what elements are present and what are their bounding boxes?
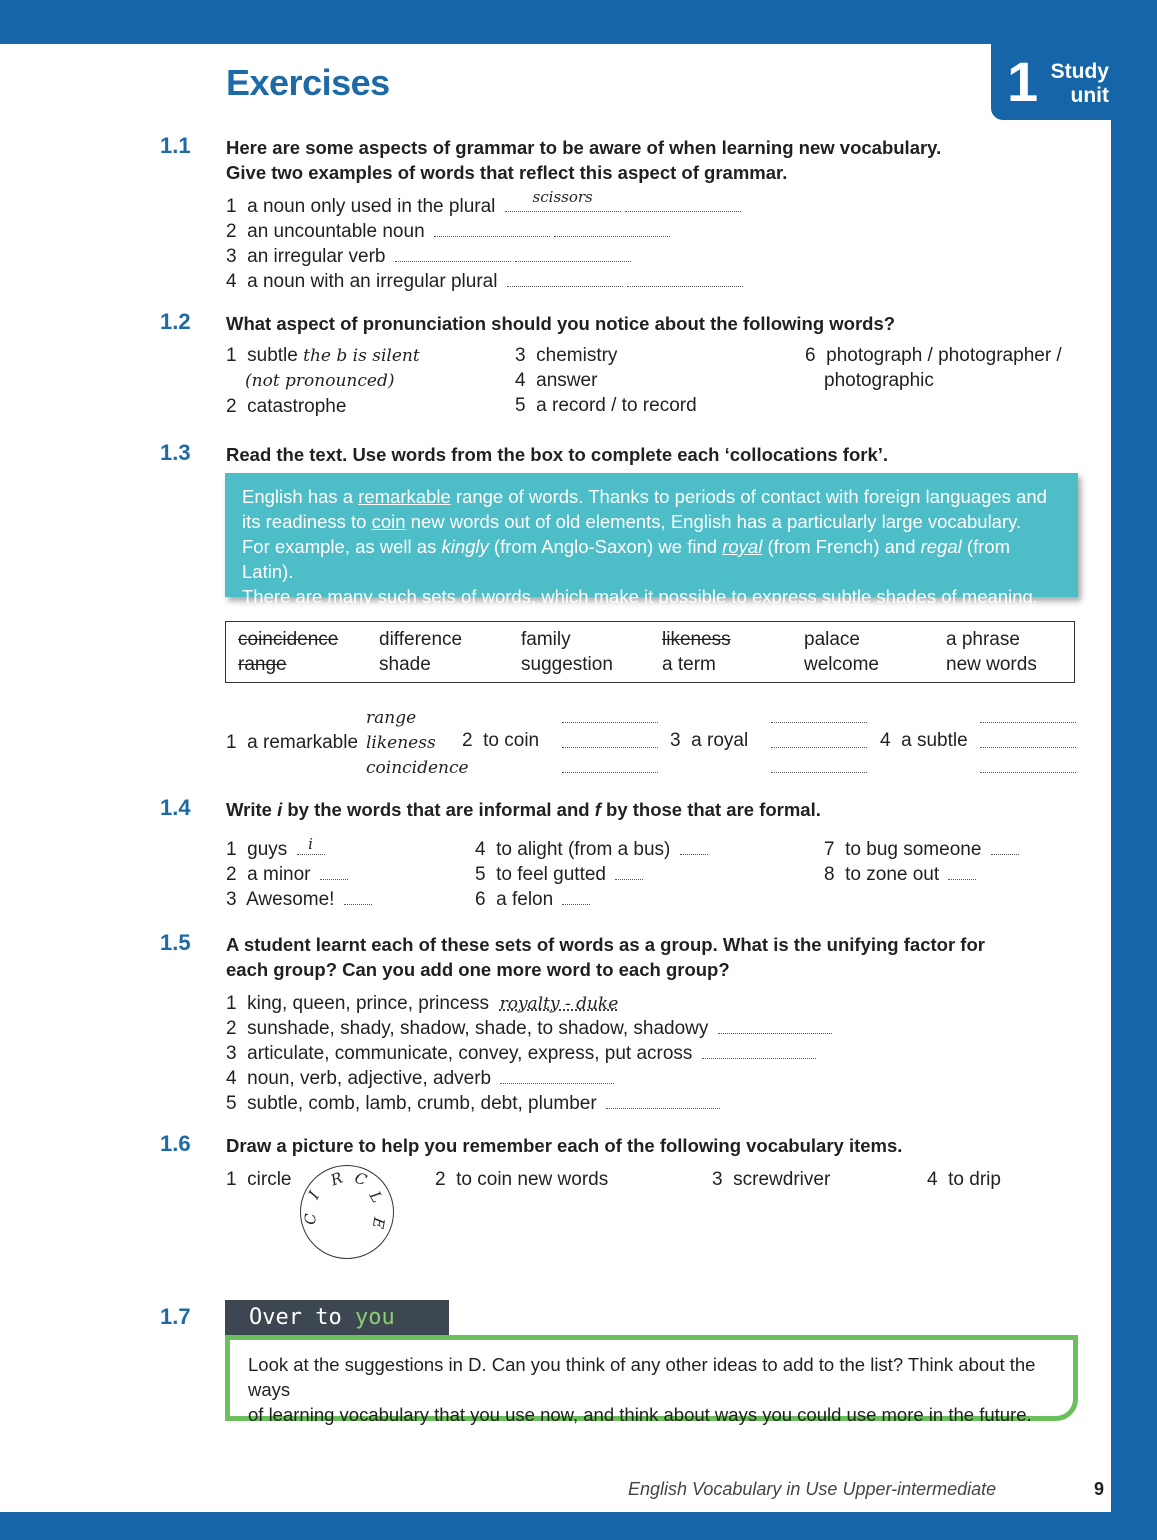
list-item: 2 a minor xyxy=(226,862,348,887)
item-text: subtle xyxy=(247,345,298,366)
answer-blank[interactable] xyxy=(627,272,743,287)
word-box-item: family xyxy=(521,629,571,650)
list-item: 1 guys i xyxy=(226,837,325,862)
word-box-item: range xyxy=(238,654,287,675)
answer-blank[interactable] xyxy=(562,771,658,773)
list-item xyxy=(515,368,597,393)
list-item xyxy=(226,269,743,294)
answer-blank[interactable] xyxy=(771,746,867,748)
page-title: Exercises xyxy=(226,62,390,103)
item-text: photograph / photographer / xyxy=(826,345,1062,366)
exercise-instruction xyxy=(226,135,941,185)
item-text: photographic xyxy=(824,370,934,391)
item-number: 3 xyxy=(226,246,237,267)
instruction-line: Give two examples of words that reflect this aspect of grammar. xyxy=(226,162,788,183)
word-box-column xyxy=(521,627,613,677)
word-box-item: welcome xyxy=(804,654,879,675)
answer-blank[interactable] xyxy=(562,746,658,748)
answer-blank[interactable] xyxy=(320,865,348,880)
handwritten-answer: i xyxy=(308,835,313,853)
answer-blank[interactable] xyxy=(615,865,643,880)
item-text: an uncountable noun xyxy=(247,221,425,242)
word-box-item: suggestion xyxy=(521,654,613,675)
list-item: 6 a felon xyxy=(475,887,590,912)
text-line: English has a remarkable range of words. Thanks to periods of contact with foreign languages and xyxy=(242,486,1047,507)
drawing-letter: R xyxy=(328,1168,346,1190)
word-box-item: likeness xyxy=(662,629,731,650)
item-text: catastrophe xyxy=(247,396,347,417)
answer-blank[interactable] xyxy=(625,197,741,212)
tab-label-accent: you xyxy=(354,1305,395,1330)
fork-label: 2 to coin xyxy=(462,730,540,751)
answer-blank[interactable] xyxy=(980,721,1076,723)
text-line: Look at the suggestions in D. Can you think of any other ideas to add to the list? Think about the ways xyxy=(248,1354,1036,1400)
answer-blank[interactable] xyxy=(515,247,631,262)
drawing-letter: C xyxy=(301,1213,320,1225)
exercise-number: 1.7 xyxy=(160,1304,191,1329)
answer-blank[interactable] xyxy=(297,835,325,855)
exercise-number: 1.4 xyxy=(160,795,191,820)
answer-blank[interactable] xyxy=(680,840,708,855)
item-number: 5 xyxy=(515,395,526,416)
exercise-instruction: What aspect of pronunciation should you notice about the following words? xyxy=(226,313,896,334)
drawing-letter: I xyxy=(304,1187,324,1203)
exercise-number: 1.1 xyxy=(160,133,191,158)
word-box-item: a phrase xyxy=(946,629,1020,650)
unit-tab xyxy=(991,44,1111,120)
word-box-column xyxy=(804,627,879,677)
list-item xyxy=(226,343,420,369)
answer-blank[interactable] xyxy=(606,1094,720,1109)
item-text: a noun with an irregular plural xyxy=(247,271,498,292)
exercise-number: 1.3 xyxy=(160,440,191,465)
list-item xyxy=(226,244,631,269)
answer-blank[interactable] xyxy=(980,746,1076,748)
handwritten-answer: royalty - duke xyxy=(499,994,619,1014)
word-box-item: new words xyxy=(946,654,1037,675)
footer-book-title: English Vocabulary in Use Upper-intermediate xyxy=(628,1479,997,1499)
answer-blank[interactable] xyxy=(702,1044,816,1059)
handwritten-answer: coincidence xyxy=(366,758,469,778)
list-item xyxy=(515,393,697,418)
item-text: chemistry xyxy=(536,345,618,366)
answer-blank[interactable] xyxy=(948,865,976,880)
item-text: answer xyxy=(536,370,598,391)
item-number: 3 xyxy=(515,345,526,366)
text-line: of learning vocabulary that you use now, and think about ways you could use more in the future. xyxy=(248,1404,1032,1425)
list-item: 5 to feel gutted xyxy=(475,862,643,887)
list-item: 2 to coin new words xyxy=(435,1169,609,1190)
answer-blank[interactable] xyxy=(344,890,372,905)
list-item: 8 to zone out xyxy=(824,862,976,887)
item-text: an irregular verb xyxy=(247,246,386,267)
handwritten-answer: likeness xyxy=(366,733,436,753)
list-item: 4 noun, verb, adjective, adverb xyxy=(226,1066,614,1091)
list-item xyxy=(226,188,741,219)
handwritten-answer: range xyxy=(366,708,417,728)
tab-label: Over to xyxy=(249,1305,355,1330)
list-item: 5 subtle, comb, lamb, crumb, debt, plumber xyxy=(226,1091,720,1116)
item-number: 2 xyxy=(226,396,237,417)
text-line: its readiness to coin new words out of old elements, English has a particularly large vocabulary. xyxy=(242,511,1022,532)
list-item: 4 to alight (from a bus) xyxy=(475,837,708,862)
handwritten-answer: scissors xyxy=(532,188,593,206)
item-number: 1 xyxy=(226,196,237,217)
answer-blank[interactable] xyxy=(395,247,511,262)
list-item xyxy=(226,219,670,244)
answer-blank[interactable] xyxy=(771,771,867,773)
item-number: 2 xyxy=(226,221,237,242)
word-box-column xyxy=(379,627,462,677)
text-line: There are many such sets of words, which make it possible to express subtle shades of meaning. xyxy=(242,586,1038,607)
word-box-item: palace xyxy=(804,629,860,650)
word-box-item: coincidence xyxy=(238,629,339,650)
list-item: 4 to drip xyxy=(927,1169,1001,1190)
word-box-item: a term xyxy=(662,654,716,675)
exercise-instruction xyxy=(226,932,985,982)
exercise-instruction: Write i by the words that are informal and f by those that are formal. xyxy=(226,799,821,820)
handwritten-answer: (not pronounced) xyxy=(245,371,395,391)
word-box-column xyxy=(662,627,731,677)
drawing-letter: C xyxy=(352,1168,370,1190)
handwritten-answer: the b is silent xyxy=(303,346,420,366)
exercise-number: 1.6 xyxy=(160,1131,191,1156)
fork-label: 1 a remarkable xyxy=(226,732,359,753)
list-item: 1 king, queen, prince, princess royalty - duke xyxy=(226,993,619,1014)
fork-label: 4 a subtle xyxy=(880,730,968,751)
answer-blank[interactable] xyxy=(562,721,658,723)
list-item xyxy=(805,343,1062,368)
list-item: 3 screwdriver xyxy=(712,1169,831,1190)
list-item: 7 to bug someone xyxy=(824,837,1019,862)
list-item: 2 sunshade, shady, shadow, shade, to shadow, shadowy xyxy=(226,1016,832,1041)
reading-text-box xyxy=(225,473,1078,607)
unit-label-study: Study xyxy=(1050,60,1109,83)
fork-label: 3 a royal xyxy=(670,730,749,751)
word-box-item: difference xyxy=(379,629,463,650)
exercise-number: 1.2 xyxy=(160,309,191,334)
item-number: 4 xyxy=(515,370,526,391)
instruction-line: Here are some aspects of grammar to be aware of when learning new vocabulary. xyxy=(226,137,942,158)
exercise-number: 1.5 xyxy=(160,930,191,955)
list-item xyxy=(515,343,617,368)
item-text: a noun only used in the plural xyxy=(247,196,496,217)
unit-label-unit: unit xyxy=(1070,84,1109,107)
over-to-you-box xyxy=(225,1335,1078,1425)
answer-blank[interactable] xyxy=(980,771,1076,773)
list-item: 3 articulate, communicate, convey, express, put across xyxy=(226,1041,816,1066)
page-number: 9 xyxy=(1094,1479,1105,1499)
drawing-letter: E xyxy=(368,1216,389,1230)
instruction-line: each group? Can you add one more word to each group? xyxy=(226,959,730,980)
answer-blank[interactable] xyxy=(505,188,621,212)
answer-blank[interactable] xyxy=(554,222,670,237)
answer-blank[interactable] xyxy=(771,721,867,723)
answer-blank[interactable] xyxy=(500,1069,614,1084)
unit-number: 1 xyxy=(1007,50,1039,113)
drawing-letter: L xyxy=(365,1188,387,1206)
list-item: 3 Awesome! xyxy=(226,887,372,912)
item-number: 1 xyxy=(226,345,237,366)
circle-drawing xyxy=(300,1165,394,1259)
word-box-column xyxy=(238,627,338,677)
word-box-column xyxy=(946,627,1037,677)
list-item: 1 circle xyxy=(226,1169,292,1190)
exercise-instruction: Draw a picture to help you remember each of the following vocabulary items. xyxy=(226,1135,903,1156)
list-item xyxy=(226,394,346,419)
item-number: 6 xyxy=(805,345,816,366)
answer-blank[interactable] xyxy=(562,890,590,905)
item-text: a record / to record xyxy=(536,395,697,416)
answer-blank[interactable] xyxy=(718,1019,832,1034)
instruction-line: A student learnt each of these sets of words as a group. What is the unifying factor for xyxy=(226,934,985,955)
word-box xyxy=(225,621,1075,683)
text-line: For example, as well as kingly (from Anglo-Saxon) we find royal (from French) and regal (from Latin). xyxy=(242,536,1011,582)
answer-blank[interactable] xyxy=(434,222,550,237)
item-number: 4 xyxy=(226,271,237,292)
word-box-item: shade xyxy=(379,654,431,675)
answer-blank[interactable] xyxy=(507,272,623,287)
over-to-you-tab xyxy=(225,1300,449,1335)
exercise-instruction: Read the text. Use words from the box to complete each ‘collocations fork’. xyxy=(226,444,889,465)
answer-blank[interactable] xyxy=(991,840,1019,855)
